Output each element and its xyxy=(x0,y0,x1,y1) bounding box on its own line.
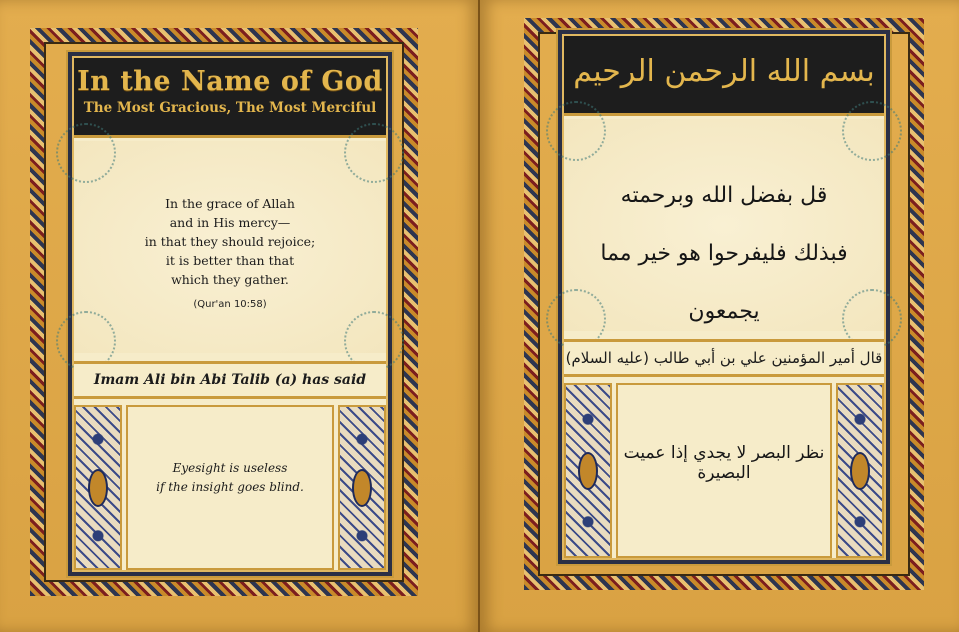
tile-ornament-icon xyxy=(338,405,386,570)
left-page xyxy=(0,0,479,632)
verse-text xyxy=(74,141,386,289)
page-frame xyxy=(66,50,394,578)
gem-icon xyxy=(88,469,108,507)
quote-box xyxy=(126,405,334,570)
verse-line: which they gather. xyxy=(171,272,289,287)
gem-icon xyxy=(352,469,372,507)
verse-panel xyxy=(564,119,884,331)
quote-line: Eyesight is useless xyxy=(172,461,288,475)
frame-inner xyxy=(72,56,388,572)
verse-line: and in His mercy— xyxy=(169,215,291,230)
quote-section xyxy=(564,383,884,558)
arabic-saying-intro: قال أمير المؤمنين علي بن أبي طالب (عليه السلام) xyxy=(565,349,883,367)
verse-panel xyxy=(74,141,386,353)
quote-box xyxy=(616,383,832,558)
ornament-icon xyxy=(344,123,404,183)
tile-ornament-icon xyxy=(836,383,884,558)
ornament-icon xyxy=(546,101,606,161)
tile-ornament-icon xyxy=(74,405,122,570)
quote-line: if the insight goes blind. xyxy=(156,480,304,494)
gem-icon xyxy=(578,452,598,490)
arabic-quote-text: نظر البصر لا يجدي إذا عميت البصيرة xyxy=(623,443,825,483)
verse-line: In the grace of Allah xyxy=(165,196,295,211)
saying-intro: Imam Ali bin Abi Talib (a) has said xyxy=(93,372,367,388)
saying-bar xyxy=(564,339,884,377)
page-header xyxy=(564,36,884,116)
verse-line: in that they should rejoice; xyxy=(144,234,316,249)
arabic-verse-line: فبذلك فليفرحوا هو خير مما يجمعون xyxy=(600,241,848,324)
saying-bar xyxy=(74,361,386,399)
verse-citation: (Qur'an 10:58) xyxy=(193,299,267,310)
arabic-verse-text xyxy=(564,119,884,341)
ornament-icon xyxy=(842,101,902,161)
ornament-icon xyxy=(56,123,116,183)
quote-section xyxy=(74,405,386,570)
right-page xyxy=(480,0,959,632)
tile-ornament-icon xyxy=(564,383,612,558)
frame-inner xyxy=(562,34,886,560)
gem-icon xyxy=(850,452,870,490)
quote-text xyxy=(128,407,332,497)
page-frame xyxy=(556,28,892,566)
page-header xyxy=(74,58,386,138)
header-subtitle: The Most Gracious, The Most Merciful xyxy=(83,100,377,116)
verse-line: it is better than that xyxy=(165,253,295,268)
arabic-verse-line: قل بفضل الله وبرحمته xyxy=(620,183,828,208)
header-arabic-title: بسم الله الرحمن الرحيم xyxy=(573,54,875,89)
header-title: In the Name of God xyxy=(77,66,383,97)
